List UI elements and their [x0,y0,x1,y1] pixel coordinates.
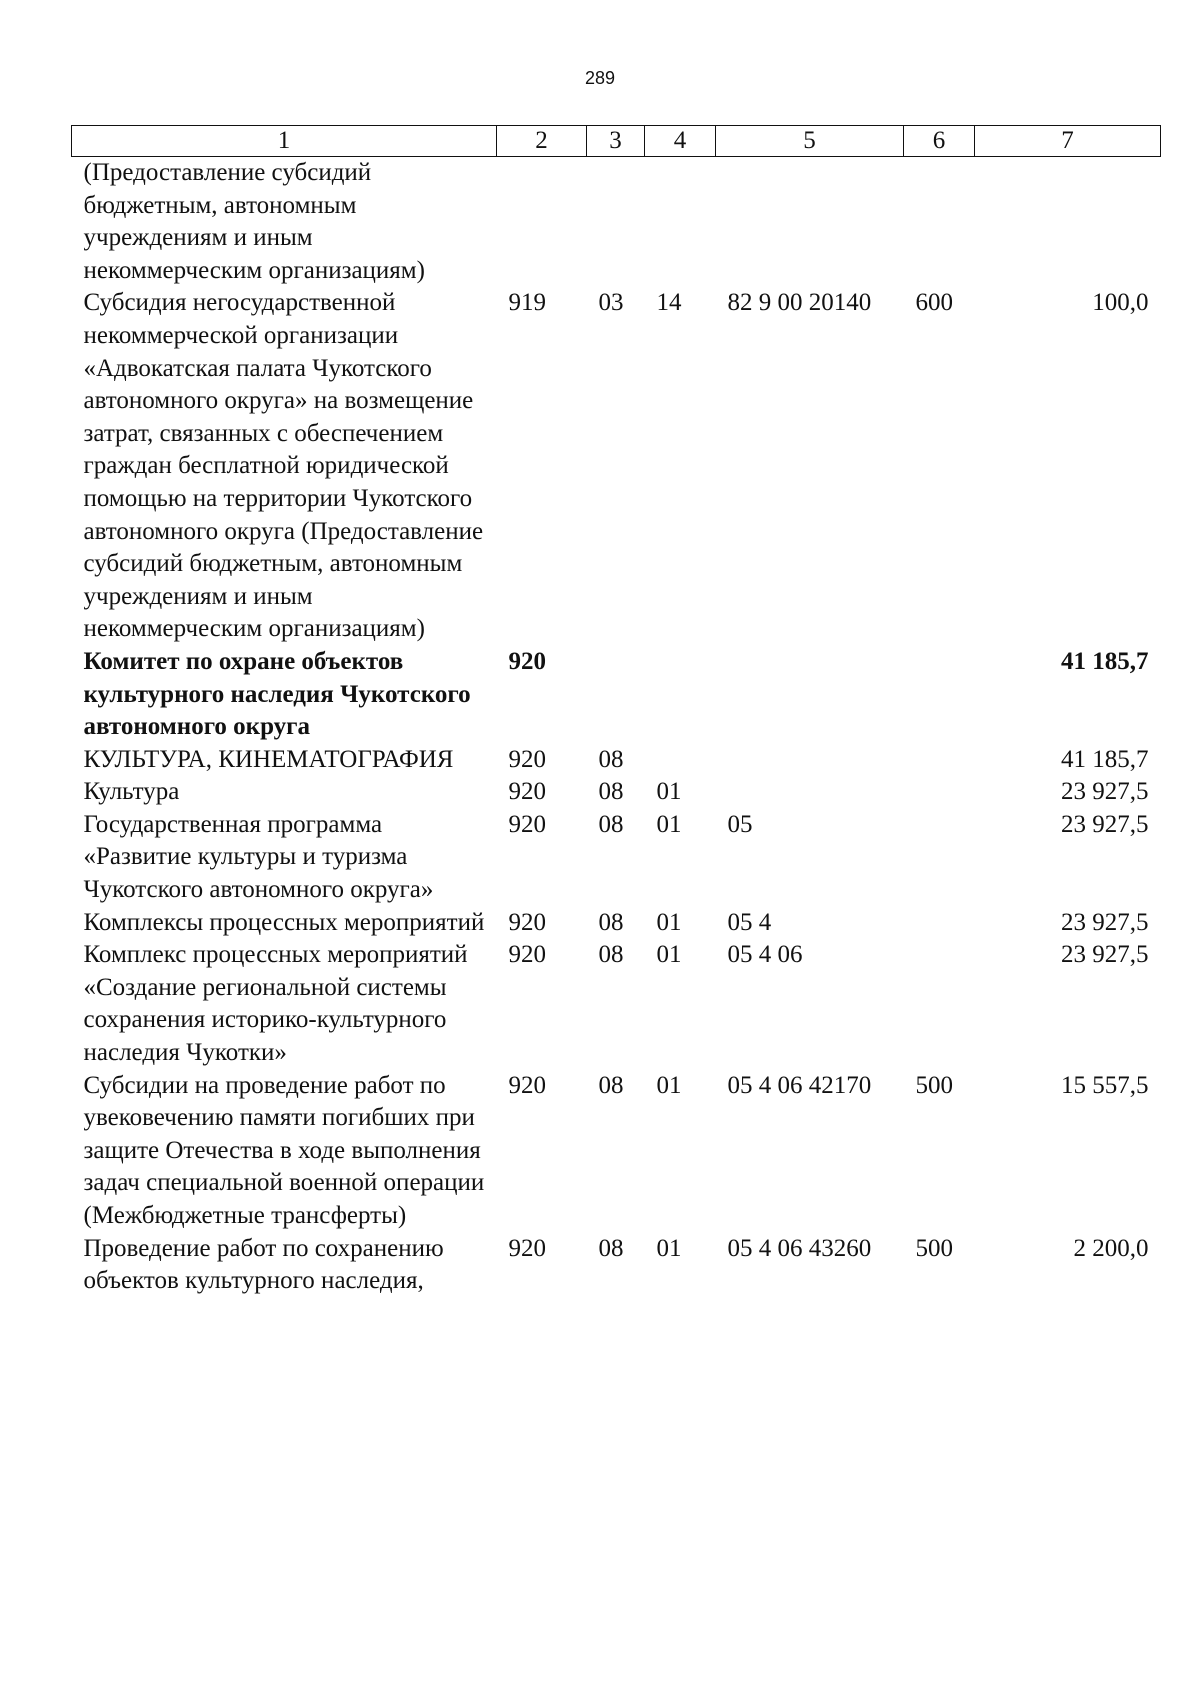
row-name: Комитет по охране объектов культурного наследия Чукотского автономного округа [83,647,471,741]
row-name: Комплекс процессных мероприятий «Создание региональной системы сохранения историко-культурного наследия Чукотки» [83,941,468,1067]
row-amount: 15 557,5 [1061,1071,1149,1099]
row-subsection-code: 14 [656,289,682,317]
row-admin-code: 920 [508,647,546,675]
row-admin-code: 920 [508,941,546,969]
row-name: Государственная программа «Развитие культуры и туризма Чукотского автономного округа» [83,810,434,904]
row-expense-type [904,157,975,288]
header-col-6: 6 [904,126,975,157]
row-name: Проведение работ по сохранению объектов культурного наследия, [83,1234,444,1295]
row-amount: 23 927,5 [1061,941,1149,969]
row-admin-code: 920 [508,1234,546,1262]
row-target-code: 05 4 06 43260 [727,1234,872,1262]
table-body [72,157,1161,1298]
row-name: Культура [83,778,180,806]
header-col-5: 5 [716,126,904,157]
row-amount [975,157,1161,288]
header-col-1: 1 [72,126,497,157]
row-target-code [716,157,904,288]
row-name: Субсидии на проведение работ по увековечению памяти погибших при защите Отечества в ходе выполнения задач специальной военной операции (Межбюджетные трансферты) [83,1071,485,1229]
row-subsection-code: 01 [656,908,682,936]
row-section-code [587,646,645,744]
row-section-code: 08 [598,778,624,806]
table-row [72,809,1161,907]
row-admin-code: 920 [508,908,546,936]
table-row [72,907,1161,940]
row-admin-code: 920 [508,778,546,806]
row-admin-code: 920 [508,745,546,773]
row-section-code [587,157,645,288]
row-expense-type [904,939,975,1069]
row-amount: 23 927,5 [1061,778,1149,806]
row-target-code: 05 4 06 [727,941,803,969]
row-admin-code: 920 [508,810,546,838]
header-col-4: 4 [645,126,716,157]
row-admin-code: 920 [508,1071,546,1099]
header-col-3: 3 [587,126,645,157]
row-subsection-code [645,744,716,777]
table-header [72,126,1161,157]
table-row [72,1070,1161,1233]
row-expense-type: 600 [915,289,953,317]
row-name: (Предоставление субсидий бюджетным, автономным учреждениям и иным некоммерческим организациям) [83,159,425,284]
row-amount: 41 185,7 [1061,647,1149,675]
budget-table [71,125,1161,1298]
row-amount: 23 927,5 [1061,908,1149,936]
row-amount: 2 200,0 [1073,1234,1149,1262]
row-target-code [716,744,904,777]
row-section-code: 08 [598,810,624,838]
row-amount: 41 185,7 [1061,745,1149,773]
row-expense-type: 500 [915,1234,953,1262]
page-number: 289 [584,68,616,88]
row-admin-code [497,157,587,288]
row-target-code [716,646,904,744]
header-row [72,126,1161,157]
row-section-code: 08 [598,1071,624,1099]
row-subsection-code [645,646,716,744]
table-row [72,776,1161,809]
row-name: Субсидия негосударственной некоммерческой организации «Адвокатская палата Чукотского автономного округа» на возмещение затрат, связанных с обеспечением граждан бесплатной юридической помощью на территории Чукотского автономного округа (Предоставление субсидий бюджетным, автономным учреждениям и иным некоммерческим организациям) [83,289,484,643]
table-row [72,1233,1161,1298]
row-subsection-code: 01 [656,778,682,806]
table-row [72,939,1161,1069]
row-section-code: 08 [598,908,624,936]
row-expense-type [904,776,975,809]
table-row [72,646,1161,744]
row-subsection-code: 01 [656,1071,682,1099]
row-target-code: 05 4 06 42170 [727,1071,872,1099]
row-amount: 100,0 [1092,289,1149,317]
row-subsection-code: 01 [656,810,682,838]
row-expense-type: 500 [915,1071,953,1099]
row-expense-type [904,809,975,907]
header-col-7: 7 [975,126,1161,157]
row-section-code: 08 [598,745,624,773]
table-row [72,157,1161,288]
row-target-code: 82 9 00 20140 [727,289,872,317]
table-row [72,744,1161,777]
row-expense-type [904,646,975,744]
row-expense-type [904,907,975,940]
table-row [72,287,1161,646]
row-subsection-code: 01 [656,941,682,969]
row-subsection-code [645,157,716,288]
row-subsection-code: 01 [656,1234,682,1262]
header-col-2: 2 [497,126,587,157]
row-section-code: 08 [598,1234,624,1262]
row-admin-code: 919 [508,289,546,317]
row-name: КУЛЬТУРА, КИНЕМАТОГРАФИЯ [83,745,454,773]
row-expense-type [904,744,975,777]
row-target-code: 05 [727,810,753,838]
row-section-code: 08 [598,941,624,969]
row-amount: 23 927,5 [1061,810,1149,838]
row-section-code: 03 [598,289,624,317]
row-target-code: 05 4 [727,908,772,936]
row-name: Комплексы процессных мероприятий [83,908,485,936]
row-target-code [716,776,904,809]
